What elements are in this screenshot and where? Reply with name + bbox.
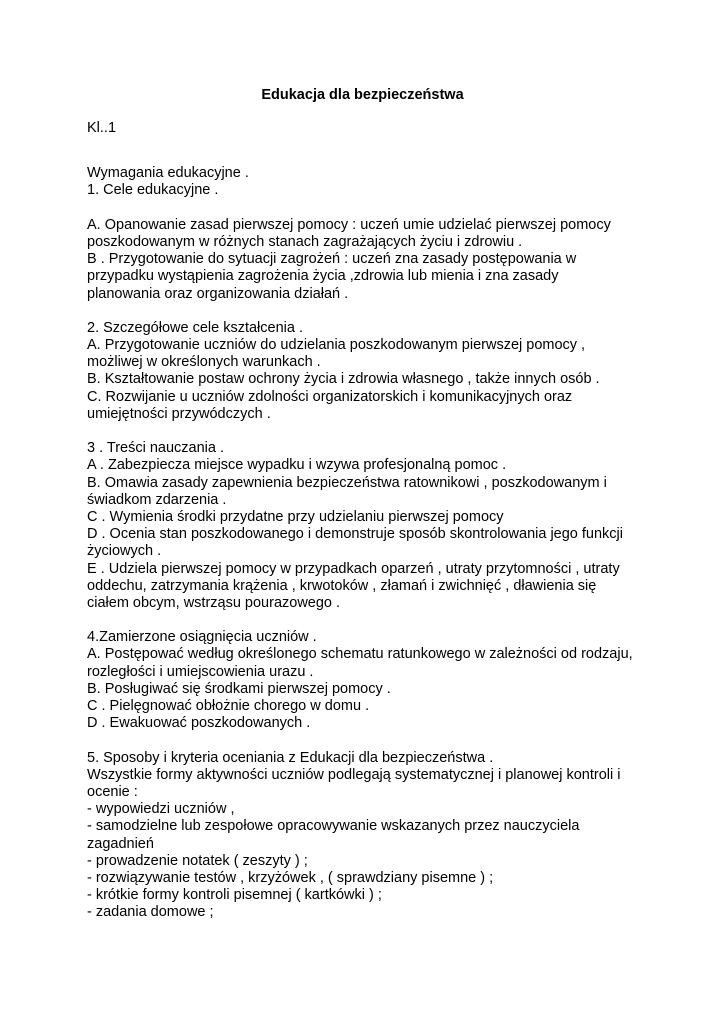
paragraph-line: rozległości i umiejscowienia urazu . [87, 663, 314, 680]
section-teaching-content [87, 440, 687, 612]
paragraph-line: planowania oraz organizowania działań . [87, 285, 349, 302]
list-item: - zadania domowe ; [87, 904, 214, 921]
paragraph-line: możliwej w określonych warunkach . [87, 354, 321, 371]
section-goals [87, 217, 687, 303]
paragraph-line: B . Przygotowanie do sytuacji zagrożeń : uczeń zna zasady postępowania w [87, 251, 577, 268]
section-assessment [87, 750, 687, 922]
list-item: - samodzielne lub zespołowe opracowywanie wskazanych przez nauczyciela [87, 818, 580, 835]
paragraph-line: świadkom zdarzenia . [87, 491, 227, 508]
section-heading: 2. Szczegółowe cele kształcenia . [87, 319, 303, 336]
section-requirements [87, 165, 687, 199]
paragraph-line: 1. Cele edukacyjne . [87, 182, 219, 199]
paragraph-line: B. Posługiwać się środkami pierwszej pomocy . [87, 680, 391, 697]
section-expected-achievements [87, 629, 687, 732]
paragraph-line: D . Ewakuować poszkodowanych . [87, 715, 311, 732]
paragraph-line: A . Zabezpiecza miejsce wypadku i wzywa profesjonalną pomoc . [87, 457, 507, 474]
paragraph-line: D . Ocenia stan poszkodowanego i demonstruje sposób skontrolowania jego funkcji [87, 526, 624, 543]
paragraph-line: E . Udziela pierwszej pomocy w przypadkach oparzeń , utraty przytomności , utraty [87, 560, 620, 577]
list-item: - rozwiązywanie testów , krzyżówek , ( sprawdziany pisemne ) ; [87, 869, 494, 886]
paragraph-line: C . Wymienia środki przydatne przy udzielaniu pierwszej pomocy [87, 508, 504, 525]
paragraph-line: przypadku wystąpienia zagrożenia życia ,zdrowia lub mienia i zna zasady [87, 268, 559, 285]
paragraph-line: A. Postępować według określonego schematu ratunkowego w zależności od rodzaju, [87, 646, 633, 663]
section-heading: 3 . Treści nauczania . [87, 440, 225, 457]
class-label: Kl..1 [87, 120, 117, 136]
paragraph-line: oddechu, zatrzymania krążenia , krwotoków , złamań i zwichnięć , dławienia się [87, 577, 597, 594]
paragraph-line: B. Kształtowanie postaw ochrony życia i zdrowia własnego , także innych osób . [87, 371, 600, 388]
section-heading: 4.Zamierzone osiągnięcia uczniów . [87, 629, 317, 646]
paragraph-line: Wszystkie formy aktywności uczniów podlegają systematycznej i planowej kontroli i [87, 766, 621, 783]
paragraph-line: umiejętności przywódczych . [87, 405, 271, 422]
paragraph-line: B. Omawia zasady zapewnienia bezpieczeństwa ratownikowi , poszkodowanym i [87, 474, 607, 491]
list-item: - wypowiedzi uczniów , [87, 801, 235, 818]
section-heading: 5. Sposoby i kryteria oceniania z Edukacji dla bezpieczeństwa . [87, 749, 494, 766]
paragraph-line: ocenie : [87, 783, 138, 800]
paragraph-line: A. Opanowanie zasad pierwszej pomocy : uczeń umie udzielać pierwszej pomocy [87, 216, 611, 233]
paragraph-line: A. Przygotowanie uczniów do udzielania poszkodowanym pierwszej pomocy , [87, 337, 586, 354]
paragraph-line: życiowych . [87, 543, 162, 560]
section-detailed-goals [87, 320, 687, 423]
document-body [87, 120, 687, 921]
paragraph-line: C. Rozwijanie u uczniów zdolności organizatorskich i komunikacyjnych oraz [87, 388, 573, 405]
list-item: - krótkie formy kontroli pisemnej ( kartkówki ) ; [87, 887, 382, 904]
document-title: Edukacja dla bezpieczeństwa [261, 87, 464, 103]
paragraph-line: ciałem obcym, wstrząsu pourazowego . [87, 594, 341, 611]
paragraph-line: poszkodowanym w różnych stanach zagrażających życiu i zdrowiu . [87, 233, 523, 250]
paragraph-line: C . Pielęgnować obłożnie chorego w domu . [87, 698, 370, 714]
paragraph-line: Wymagania edukacyjne . [87, 165, 249, 182]
list-item: - prowadzenie notatek ( zeszyty ) ; [87, 852, 308, 869]
list-item: zagadnień [87, 835, 154, 852]
